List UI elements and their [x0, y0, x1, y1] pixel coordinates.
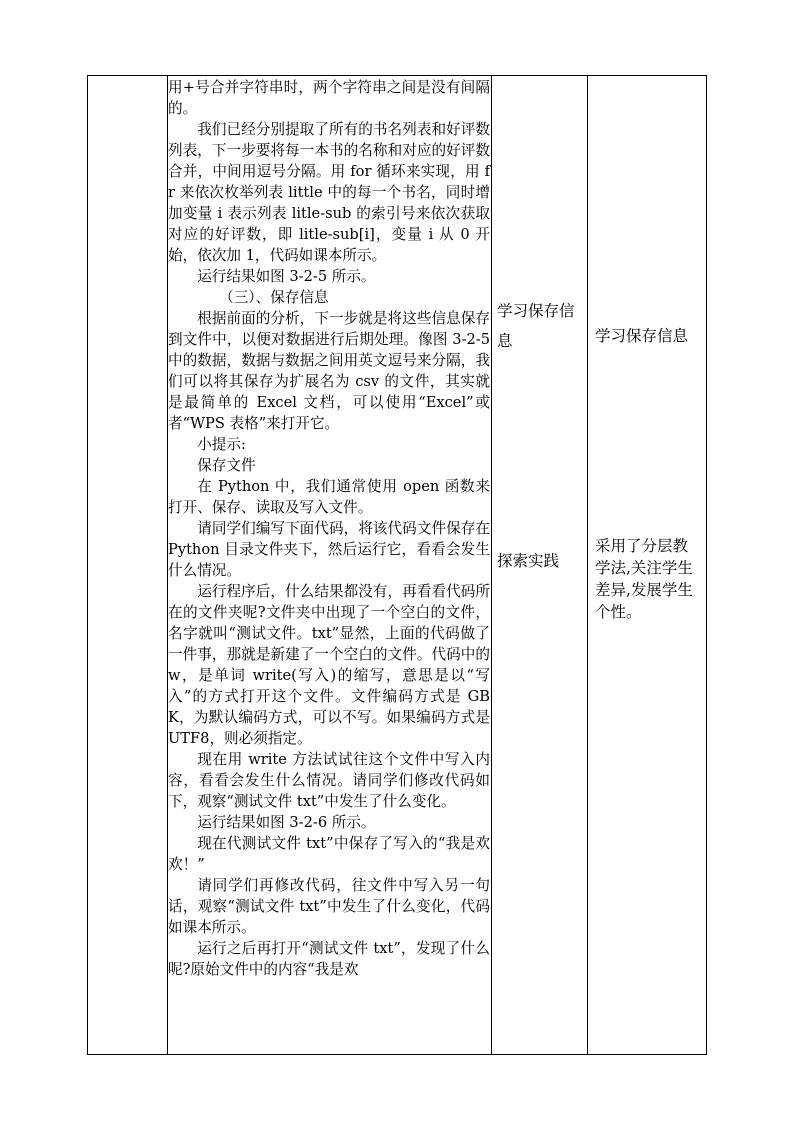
tip-label: 小提示: [197, 436, 246, 453]
paragraph: 我们已经分别提取了所有的书名列表和好评数列表，下一步要将每一本书的名称和对应的好评数合并，中间用逗号分隔。用 for 循环来实现，用 fr 来依次枚举列表 little 中的每一个书名，同时增加变量 i 表示列表 litle-sub 的索引号来依次获取对应的好评数，即 litle-sub[i]，变量 i 从 0 开始，依次加 1，代码如课本所示。 [168, 121, 490, 264]
teaching-process-cell [168, 77, 490, 980]
paragraph: 请同学们编写下面代码，将该代码文件保存在 Python 目录文件夹下，然后运行它，看看会发生什么情况。 [168, 520, 490, 579]
paragraph: 用+号合并字符串时，两个字符串之间是没有间隔的。 [168, 79, 490, 117]
student-activity-1: 学习保存信息 [497, 302, 575, 350]
paragraph: 现在用 write 方法试试往这个文件中写入内容，看看会发生什么情况。请同学们修改代码如下，观察“测试文件 txt”中发生了什么变化。 [168, 751, 490, 810]
paragraph: 运行之后再打开“测试文件 txt”，发现了什么呢?原始文件中的内容“我是欢 [168, 940, 490, 978]
paragraph: 运行结果如图 3-2-6 所示。 [197, 814, 376, 831]
student-activity-2: 探索实践 [497, 552, 560, 570]
lesson-table [87, 75, 707, 1055]
tip-title: 保存文件 [197, 457, 256, 474]
paragraph: 运行程序后，什么结果都没有，再看看代码所在的文件夹呢?文件夹中出现了一个空白的文件，名字就叫“测试文件。txt”显然，上面的代码做了一件事，那就是新建了一个空白的文件。代码中的 w，是单词 write(写入)的缩写，意思是以“写入”的方式打开这个文件。文件编码方式是 GBK，为默认编码方式，可以不写。如果编码方式是 UTF8，则必须指定。 [168, 583, 490, 747]
design-intent-2: 采用了分层教学法,关注学生差异,发展学生个性。 [595, 537, 693, 621]
section-heading: （三）、保存信息 [219, 289, 329, 306]
paragraph: 请同学们再修改代码，往文件中写入另一句话，观察“测试文件 txt”中发生了什么变化，代码如课本所示。 [168, 877, 490, 936]
column-divider [587, 76, 588, 1054]
paragraph: 根据前面的分析，下一步就是将这些信息保存到文件中，以便对数据进行后期处理。像图 3-2-5 中的数据，数据与数据之间用英文逗号来分隔，我们可以将其保存为扩展名为 csv 的文件，其实就是最简单的 Excel 文档，可以使用“Excel”或者“WPS 表格”来打开它。 [168, 310, 490, 432]
paragraph: 现在代测试文件 txt”中保存了写入的“我是欢欢！” [168, 835, 490, 873]
paragraph: 在 Python 中，我们通常使用 open 函数来打开、保存、读取及写入文件。 [168, 478, 490, 516]
column-divider [491, 76, 492, 1054]
paragraph: 运行结果如图 3-2-5 所示。 [197, 268, 376, 285]
design-intent-1: 学习保存信息 [595, 327, 689, 345]
